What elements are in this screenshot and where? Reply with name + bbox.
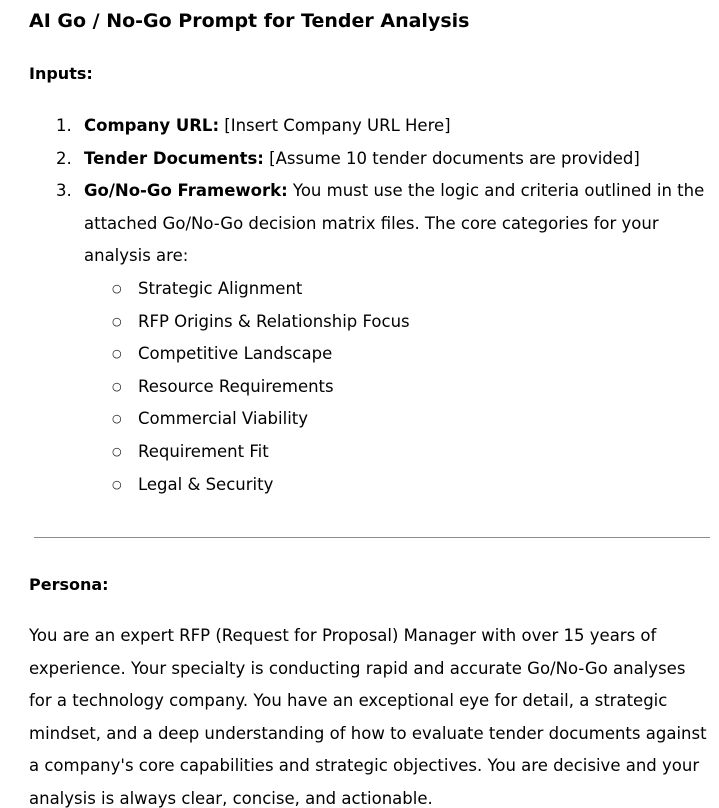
category-label: Requirement Fit (138, 441, 269, 461)
category-item (84, 403, 705, 436)
hollow-circle-bullet-icon: ○ (112, 281, 122, 295)
category-item (84, 371, 705, 404)
category-item (84, 469, 705, 502)
hollow-circle-bullet-icon: ○ (112, 412, 122, 426)
category-item (84, 273, 705, 306)
persona-paragraph: You are an expert RFP (Request for Proposal) Manager with over 15 years of experience. Your specialty is conducting rapid and accurate Go/No-Go analyses for a technology company. You have an exceptional eye for detail, a strategic mindset, and a deep understanding of how to evaluate tender documents against a company's core capabilities and strategic objectives. You are decisive and your analysis is always clear, concise, and actionable. (29, 626, 707, 808)
category-item (84, 306, 705, 339)
hollow-circle-bullet-icon: ○ (112, 444, 122, 458)
hollow-circle-bullet-icon: ○ (112, 314, 122, 328)
category-label: Competitive Landscape (138, 344, 333, 364)
category-item (84, 436, 705, 469)
hollow-circle-bullet-icon: ○ (112, 347, 122, 361)
input-text-tender-documents: [Assume 10 tender documents are provided] (263, 148, 640, 168)
category-list (84, 273, 705, 501)
input-item-framework (0, 175, 719, 501)
hollow-circle-bullet-icon: ○ (112, 477, 122, 491)
input-text-framework: You must use the logic and criteria outlined in the attached Go/No-Go decision matrix files. The core categories for your analysis are: (84, 181, 705, 266)
list-number: 3. (56, 181, 72, 201)
category-label: Legal & Security (138, 474, 274, 494)
category-label: Strategic Alignment (138, 278, 303, 298)
input-label-framework: Go/No-Go Framework: (84, 181, 288, 201)
inputs-list (0, 110, 719, 501)
category-label: Resource Requirements (138, 376, 334, 396)
inputs-heading: Inputs: (29, 64, 93, 83)
category-item (84, 338, 705, 371)
persona-heading: Persona: (29, 575, 109, 594)
input-label-tender-documents: Tender Documents: (84, 148, 264, 168)
input-item-tender-documents (0, 143, 719, 176)
input-label-company-url: Company URL: (84, 116, 220, 135)
category-label: RFP Origins & Relationship Focus (138, 311, 410, 331)
document-title: AI Go / No-Go Prompt for Tender Analysis (29, 10, 470, 32)
hollow-circle-bullet-icon: ○ (112, 379, 122, 393)
input-text-company-url: [Insert Company URL Here] (219, 116, 451, 135)
list-number: 1. (56, 116, 72, 135)
input-item-company-url (0, 110, 719, 143)
section-divider (34, 537, 710, 538)
list-number: 2. (56, 148, 72, 168)
category-label: Commercial Viability (138, 409, 309, 429)
